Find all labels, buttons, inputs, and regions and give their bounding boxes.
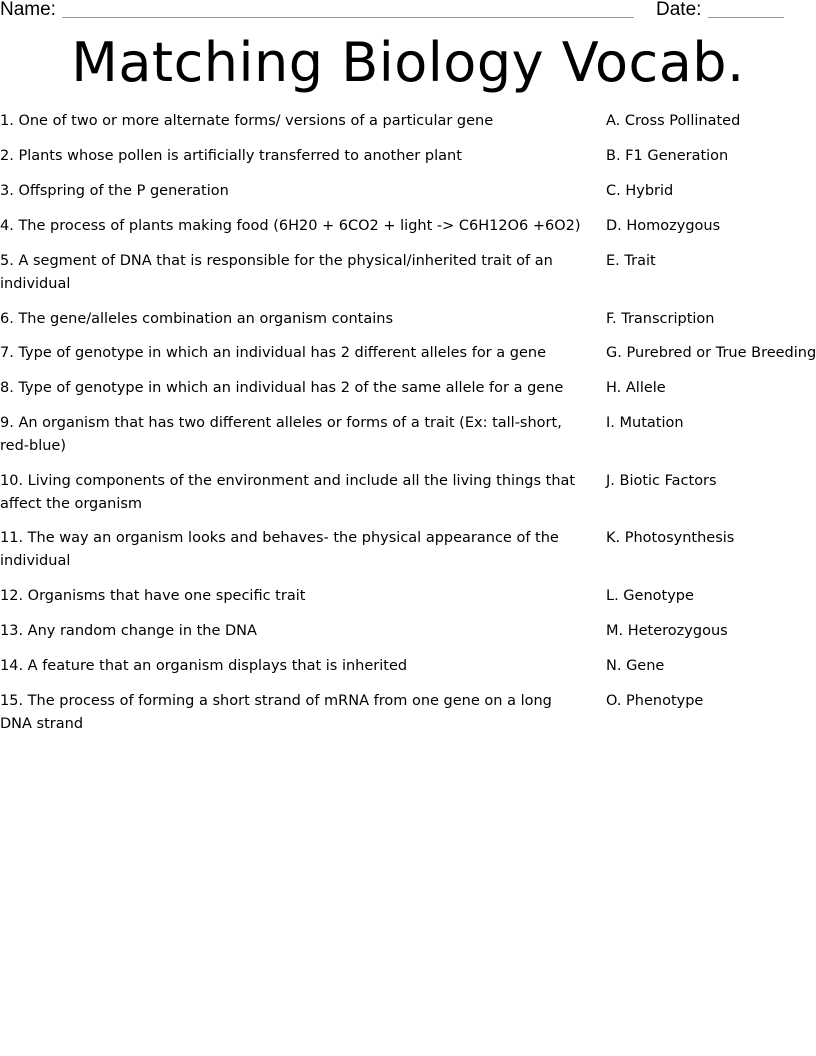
answer-option: D. Homozygous bbox=[606, 218, 721, 234]
clue-text: 2. Plants whose pollen is artificially transferred to another plant bbox=[0, 148, 462, 164]
name-field[interactable] bbox=[62, 17, 634, 18]
answer-option: M. Heterozygous bbox=[606, 623, 728, 639]
answer-option: J. Biotic Factors bbox=[606, 473, 717, 489]
answer-option: I. Mutation bbox=[606, 415, 684, 431]
page-title: Matching Biology Vocab. bbox=[71, 31, 745, 94]
clue-text: 13. Any random change in the DNA bbox=[0, 623, 257, 639]
clue-text: 11. The way an organism looks and behaves- the physical appearance of the individual bbox=[0, 530, 559, 569]
clue-text: 3. Offspring of the P generation bbox=[0, 183, 229, 199]
answer-option: H. Allele bbox=[606, 380, 666, 396]
clue-text: 14. A feature that an organism displays that is inherited bbox=[0, 658, 408, 674]
answer-option: C. Hybrid bbox=[606, 183, 674, 199]
answer-option: N. Gene bbox=[606, 658, 665, 674]
answer-option: K. Photosynthesis bbox=[606, 530, 735, 546]
date-field[interactable] bbox=[708, 17, 784, 18]
clue-text: 5. A segment of DNA that is responsible for the physical/inherited trait of an individual bbox=[0, 253, 553, 292]
name-label: Name: bbox=[0, 0, 56, 20]
header bbox=[0, 0, 816, 24]
clue-text: 6. The gene/alleles combination an organism contains bbox=[0, 311, 394, 327]
clue-text: 7. Type of genotype in which an individual has 2 different alleles for a gene bbox=[0, 345, 546, 361]
clue-text: 15. The process of forming a short strand of mRNA from one gene on a long DNA strand bbox=[0, 693, 552, 732]
answer-option: E. Trait bbox=[606, 253, 656, 269]
clue-text: 8. Type of genotype in which an individual has 2 of the same allele for a gene bbox=[0, 380, 564, 396]
answer-option: B. F1 Generation bbox=[606, 148, 729, 164]
answer-option: L. Genotype bbox=[606, 588, 694, 604]
clue-text: 9. An organism that has two different alleles or forms of a trait (Ex: tall-short, red-blue) bbox=[0, 415, 562, 454]
clue-text: 1. One of two or more alternate forms/ versions of a particular gene bbox=[0, 113, 494, 129]
answer-option: F. Transcription bbox=[606, 311, 715, 327]
clue-text: 4. The process of plants making food (6H20 + 6CO2 + light -> C6H12O6 +6O2) bbox=[0, 218, 581, 234]
date-label: Date: bbox=[656, 0, 702, 20]
answer-option: G. Purebred or True Breeding bbox=[606, 345, 816, 361]
answer-option: O. Phenotype bbox=[606, 693, 704, 709]
clue-text: 10. Living components of the environment and include all the living things that affect the organism bbox=[0, 473, 576, 512]
clue-text: 12. Organisms that have one specific trait bbox=[0, 588, 306, 604]
answer-option: A. Cross Pollinated bbox=[606, 113, 741, 129]
